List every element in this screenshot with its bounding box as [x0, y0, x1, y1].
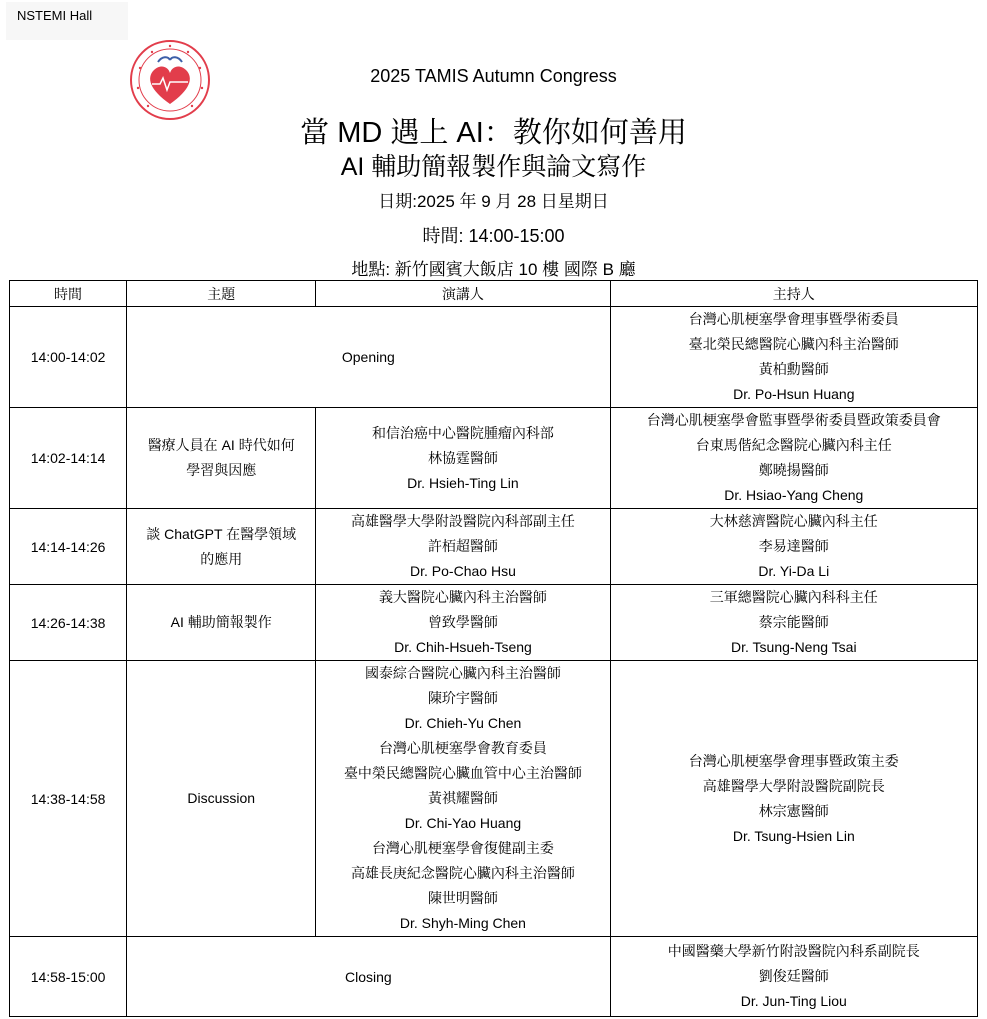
- event-date: 日期:2025 年 9 月 28 日星期日: [378, 192, 609, 211]
- time-cell: 14:02-14:14: [10, 408, 127, 509]
- congress-name: 2025 TAMIS Autumn Congress: [370, 66, 617, 86]
- header-time: 時間: [10, 281, 127, 307]
- time-cell: 14:14-14:26: [10, 509, 127, 585]
- moderator-line: 鄭曉揚醫師: [758, 462, 829, 478]
- moderator-line: Dr. Po-Hsun Huang: [733, 386, 855, 402]
- time-cell: 14:58-15:00: [10, 937, 127, 1017]
- speaker-line: Dr. Chieh-Yu Chen: [404, 715, 522, 731]
- topic-cell: [127, 509, 316, 585]
- speaker-line: 義大醫院心臟內科主治醫師: [378, 589, 547, 605]
- topic-text: 醫療人員在 AI 時代如何學習與因應: [147, 437, 295, 478]
- moderator-cell: [610, 307, 977, 408]
- moderator-cell: [610, 585, 977, 661]
- table-row: [10, 585, 978, 661]
- moderator-line: 林宗憲醫師: [758, 802, 829, 819]
- moderator-line: 台東馬偕紀念醫院心臟內科主任: [695, 437, 892, 453]
- moderator-cell: [610, 661, 977, 937]
- moderator-line: 黃柏勳醫師: [758, 361, 829, 377]
- speaker-line: Dr. Chih-Hsueh-Tseng: [394, 639, 532, 655]
- table-row: [10, 509, 978, 585]
- speaker-cell: [316, 661, 610, 937]
- moderator-line: 大林慈濟醫院心臟內科主任: [709, 513, 878, 529]
- speaker-line: 台灣心肌梗塞學會教育委員: [378, 740, 547, 756]
- moderator-line: 台灣心肌梗塞學會理事暨學術委員: [688, 311, 899, 327]
- topic-text: Discussion: [187, 790, 256, 806]
- moderator-line: Dr. Tsung-Neng Tsai: [731, 639, 857, 655]
- moderator-line: 台灣心肌梗塞學會監事暨學術委員暨政策委員會: [646, 412, 941, 428]
- moderator-line: 中國醫藥大學新竹附設醫院內科系副院長: [667, 943, 920, 959]
- moderator-cell: [610, 408, 977, 509]
- speaker-line: Dr. Shyh-Ming Chen: [399, 915, 526, 931]
- speaker-cell: [316, 585, 610, 661]
- speaker-line: 和信治癌中心醫院腫瘤內科部: [371, 424, 554, 441]
- topic-cell: Closing: [127, 937, 610, 1017]
- speaker-line: 陳玠宇醫師: [427, 690, 498, 706]
- moderator-line: 李易達醫師: [758, 538, 829, 554]
- header-moderator: 主持人: [610, 281, 977, 307]
- hall-label: NSTEMI Hall: [6, 2, 128, 40]
- topic-cell: Opening: [127, 307, 610, 408]
- speaker-line: 許栢超醫師: [427, 538, 498, 554]
- speaker-line: Dr. Chi-Yao Huang: [404, 815, 522, 831]
- topic-cell: [127, 585, 316, 661]
- page-title: 當 MD 遇上 AI：教你如何善用: [300, 117, 687, 149]
- page-subtitle: AI 輔助簡報製作與論文寫作: [340, 153, 647, 181]
- moderator-line: 劉俊廷醫師: [758, 968, 829, 984]
- moderator-line: Dr. Tsung-Hsien Lin: [732, 827, 855, 844]
- event-time: 時間: 14:00-15:00: [422, 226, 565, 246]
- moderator-line: 三軍總醫院心臟內科科主任: [709, 589, 878, 605]
- table-row: [10, 408, 978, 509]
- header-speaker: 演講人: [316, 281, 610, 307]
- speaker-line: 高雄醫學大學附設醫院內科部副主任: [350, 513, 575, 529]
- speaker-cell: [316, 509, 610, 585]
- topic-cell: [127, 661, 316, 937]
- speaker-line: 台灣心肌梗塞學會復健副主委: [371, 840, 554, 856]
- schedule-table: [9, 280, 978, 1017]
- time-cell: 14:00-14:02: [10, 307, 127, 408]
- moderator-line: 蔡宗能醫師: [758, 614, 829, 630]
- speaker-line: 曾致學醫師: [427, 614, 498, 630]
- speaker-line: 陳世明醫師: [427, 890, 498, 906]
- moderator-line: 高雄醫學大學附設醫院副院長: [702, 777, 885, 794]
- topic-text: 談 ChatGPT 在醫學領域的應用: [146, 525, 297, 567]
- speaker-line: 林協霆醫師: [427, 449, 498, 466]
- time-cell: 14:26-14:38: [10, 585, 127, 661]
- moderator-line: 台灣心肌梗塞學會理事暨政策主委: [688, 752, 899, 769]
- header-topic: 主題: [127, 281, 316, 307]
- speaker-line: 黃祺耀醫師: [427, 790, 498, 806]
- moderator-line: Dr. Yi-Da Li: [758, 563, 830, 579]
- table-row: [10, 307, 978, 408]
- speaker-line: 臺中榮民總醫院心臟血管中心主治醫師: [343, 765, 582, 781]
- speaker-line: Dr. Hsieh-Ting Lin: [407, 474, 519, 491]
- table-row: [10, 937, 978, 1017]
- table-row: [10, 661, 978, 937]
- moderator-line: Dr. Hsiao-Yang Cheng: [724, 487, 864, 503]
- event-venue: 地點: 新竹國賓大飯店 10 樓 國際 B 廳: [351, 260, 636, 279]
- speaker-line: 高雄長庚紀念醫院心臟內科主治醫師: [350, 865, 575, 881]
- moderator-cell: [610, 937, 977, 1017]
- speaker-line: 國泰綜合醫院心臟內科主治醫師: [364, 665, 561, 681]
- speaker-cell: [316, 408, 610, 509]
- moderator-line: Dr. Jun-Ting Liou: [740, 993, 847, 1009]
- topic-cell: [127, 408, 316, 509]
- time-cell: 14:38-14:58: [10, 661, 127, 937]
- table-header-row: [10, 281, 978, 307]
- moderator-line: 臺北榮民總醫院心臟內科主治醫師: [688, 336, 899, 352]
- topic-text: AI 輔助簡報製作: [170, 614, 272, 630]
- speaker-line: Dr. Po-Chao Hsu: [410, 563, 516, 579]
- moderator-cell: [610, 509, 977, 585]
